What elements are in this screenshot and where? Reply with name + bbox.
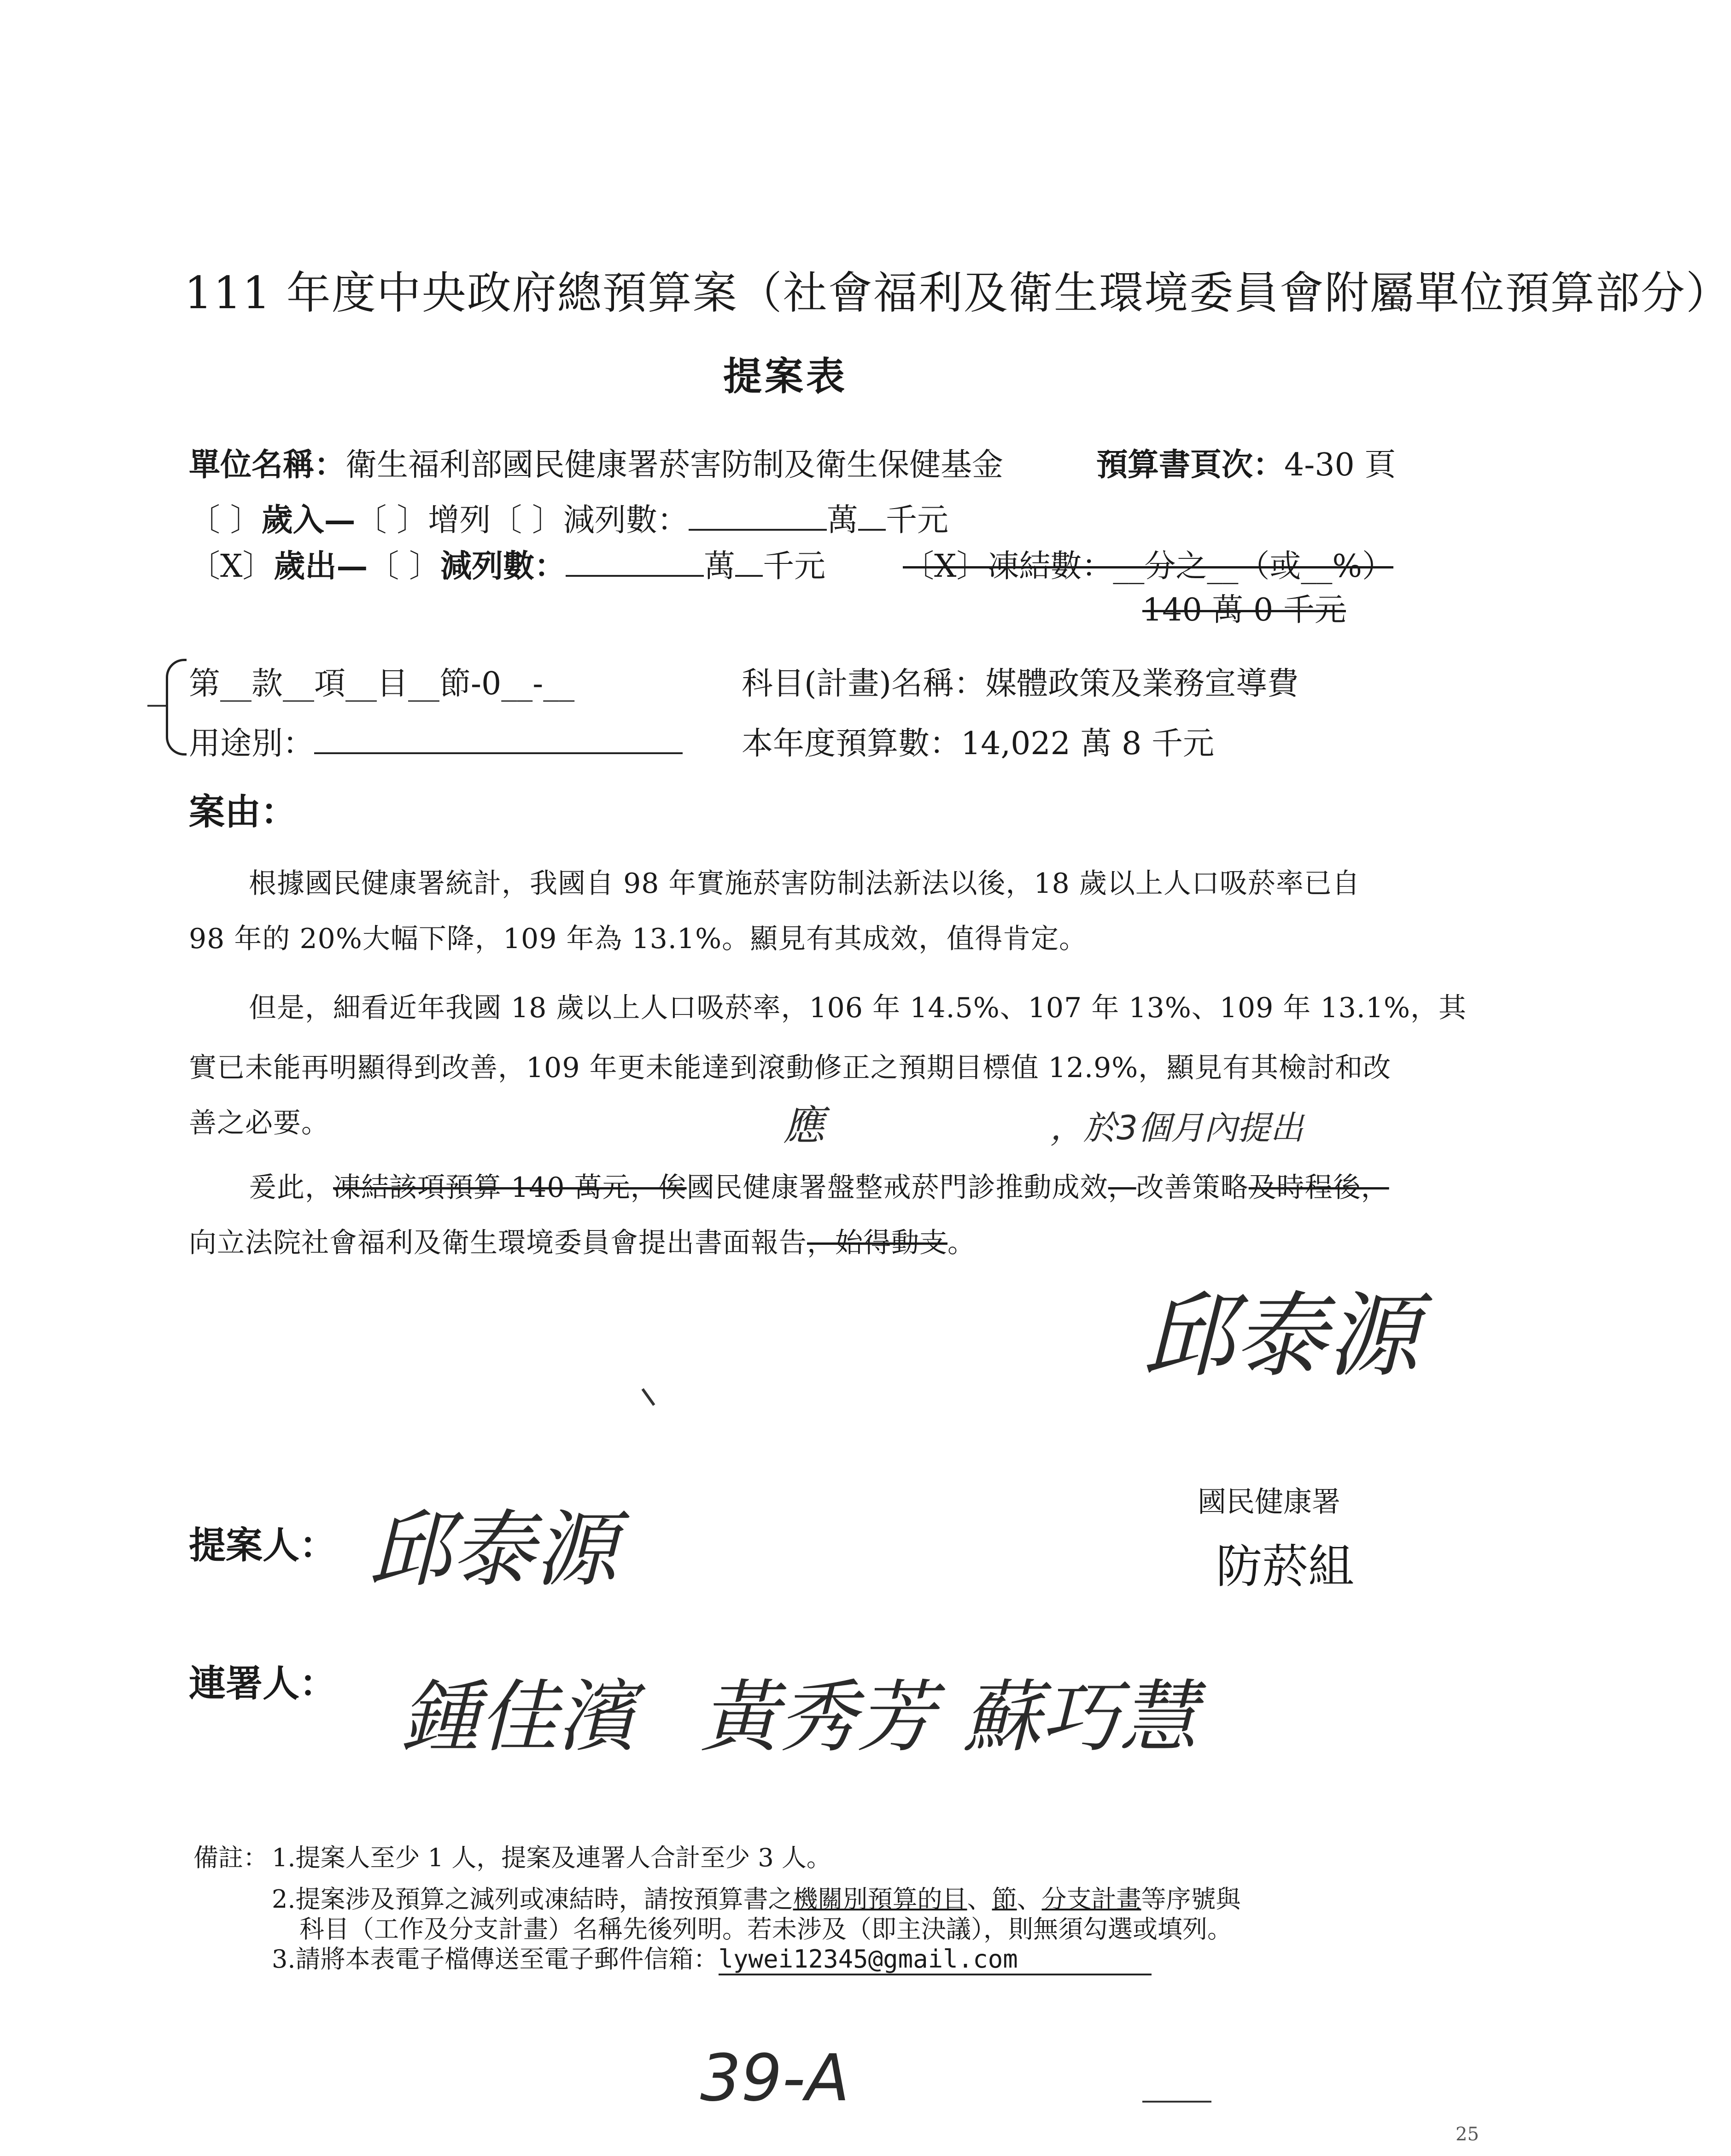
subject-value: 媒體政策及業務宣導費 [985, 666, 1299, 702]
cosigner-signature-3: 蘇巧慧 [963, 1672, 1198, 1763]
expense-blank-wan [566, 547, 704, 577]
reason-p1-line1: 根據國民健康署統計，我國自 98 年實施菸害防制法新法以後，18 歲以上人口吸菸率已自 [249, 867, 1360, 900]
expense-unit-wan: 萬 [704, 548, 736, 585]
cosigner-signature-2: 黃秀芳 [700, 1672, 936, 1763]
footer-dash [1142, 2101, 1211, 2103]
reason-heading: 案由： [189, 791, 297, 833]
proposer-signature: 邱泰源 [368, 1502, 618, 1598]
expense-decrease-label: 減列數： [440, 548, 566, 585]
budget-row [742, 719, 1214, 763]
income-unit-qian: 千元 [885, 502, 948, 539]
note-2-u1: 機關別預算的目 [793, 1885, 967, 1914]
income-check-2: 〔 〕 [355, 502, 428, 539]
usage-label: 用途別： [189, 726, 315, 762]
budget-value: 14,022 萬 8 千元 [961, 726, 1215, 762]
income-label: 歲入— [261, 502, 356, 539]
handwritten-ying: 應 [783, 1101, 825, 1150]
note-1: 1.提案人至少 1 人，提案及連署人合計至少 3 人。 [272, 1843, 831, 1872]
freeze-struck: 〔X〕凍結數：__分之__（或__%） [903, 548, 1394, 585]
unit-label: 單位名稱： [189, 446, 346, 483]
bracket-tick [147, 705, 166, 707]
cosigner-label: 連署人： [189, 1662, 336, 1705]
reason-p2-line2: 實已未能再明顯得到改善，109 年更未能達到滾動修正之預期目標值 12.9%，顯見有其檢討和改 [189, 1052, 1392, 1084]
corner-mark: 25 [1456, 2124, 1479, 2145]
expense-check-1: 〔X〕 [189, 548, 274, 585]
note-2-post: 等序號與 [1141, 1885, 1241, 1914]
note-3 [272, 1939, 1152, 1975]
expense-label: 歲出— [274, 548, 368, 585]
note-2-pre: 2.提案涉及預算之減列或凍結時，請按預算書之 [272, 1885, 793, 1914]
section-bracket [166, 659, 187, 756]
note-2-u3: 分支計畫 [1041, 1885, 1141, 1914]
page-value: 4-30 頁 [1284, 447, 1396, 483]
reason-p3-line1 [249, 1166, 1389, 1205]
unit-row [189, 440, 1003, 485]
p3-struck-2: ， [1108, 1172, 1136, 1204]
note-2-sep1: 、 [967, 1885, 992, 1914]
notes-label: 備註： [193, 1843, 268, 1872]
item-line: 第__款__項__目__節-0__-__ [189, 666, 575, 702]
subject-label: 科目(計畫)名稱： [742, 666, 986, 702]
note-2-sep2: 、 [1017, 1885, 1042, 1914]
reason-p2-line3: 善之必要。 [189, 1107, 329, 1139]
income-row [189, 495, 948, 540]
p3-mid2: 改善策略 [1136, 1172, 1249, 1204]
form-subtitle: 提案表 [723, 353, 848, 399]
budget-label: 本年度預算數： [742, 726, 961, 762]
unit-name: 衛生福利部國民健康署菸害防制及衛生保健基金 [345, 447, 1004, 483]
freeze-amount-struck: 140 萬 0 千元 [1142, 592, 1346, 628]
p3-mid: 國民健康署盤整戒菸門診推動成效 [686, 1172, 1108, 1204]
stamp-division: 防菸組 [1216, 1540, 1354, 1594]
income-blank-qian [858, 501, 886, 531]
proposer-label: 提案人： [189, 1523, 336, 1567]
note-2-line2: 科目（工作及分支計畫）名稱先後列明。若未涉及（即主決議），則無須勾選或填列。 [299, 1915, 1232, 1944]
usage-blank [314, 725, 683, 754]
p3-end: 。 [947, 1227, 976, 1259]
note-3-pre: 3.請將本表電子檔傳送至電子郵件信箱： [272, 1945, 719, 1974]
stray-mark [643, 1389, 654, 1405]
contact-email[interactable]: lywei12345@gmail.com [719, 1945, 1152, 1975]
subject-row [742, 659, 1298, 703]
cosigner-signature-1: 鍾佳濱 [401, 1672, 636, 1763]
handwritten-insert-note: ，於3個月內提出 [1050, 1108, 1304, 1147]
reason-p2-line1: 但是，細看近年我國 18 歲以上人口吸菸率，106 年 14.5%、107 年 13%、109 年 13.1%，其 [249, 992, 1467, 1024]
page-ref [1096, 440, 1396, 485]
income-check-1: 〔 〕 [189, 502, 262, 539]
expense-blank-qian [735, 547, 763, 577]
note-2-u2: 節 [992, 1885, 1017, 1914]
income-unit-wan: 萬 [826, 502, 858, 539]
reason-p1-line2: 98 年的 20%大幅下降，109 年為 13.1%。顯見有其成效，值得肯定。 [189, 923, 1088, 955]
p3-struck-3: 及時程後， [1248, 1172, 1389, 1204]
p3-start: 爰此， [249, 1172, 333, 1204]
income-check-3: 〔 〕 [491, 502, 563, 539]
usage-row [189, 719, 683, 763]
p3-struck-1: 凍結該項預算 140 萬元，俟 [333, 1172, 687, 1204]
page-mark: 39-A [700, 2041, 850, 2116]
income-blank-wan [689, 501, 827, 531]
margin-signature: 邱泰源 [1142, 1283, 1419, 1390]
expense-unit-qian: 千元 [763, 548, 826, 585]
increase-label: 增列 [428, 502, 491, 539]
expense-row [189, 541, 825, 586]
stamp-agency: 國民健康署 [1198, 1485, 1341, 1518]
document-title: 111 年度中央政府總預算案（社會福利及衛生環境委員會附屬單位預算部分） [184, 267, 1731, 319]
p3-struck-4: ，始得動支 [807, 1227, 947, 1259]
page-label: 預算書頁次： [1096, 446, 1285, 483]
decrease-label: 減列數： [563, 502, 689, 539]
reason-p3-line2 [189, 1221, 976, 1260]
p3-line2-text: 向立法院社會福利及衛生環境委員會提出書面報告 [189, 1227, 807, 1259]
expense-check-2: 〔 〕 [368, 548, 441, 585]
